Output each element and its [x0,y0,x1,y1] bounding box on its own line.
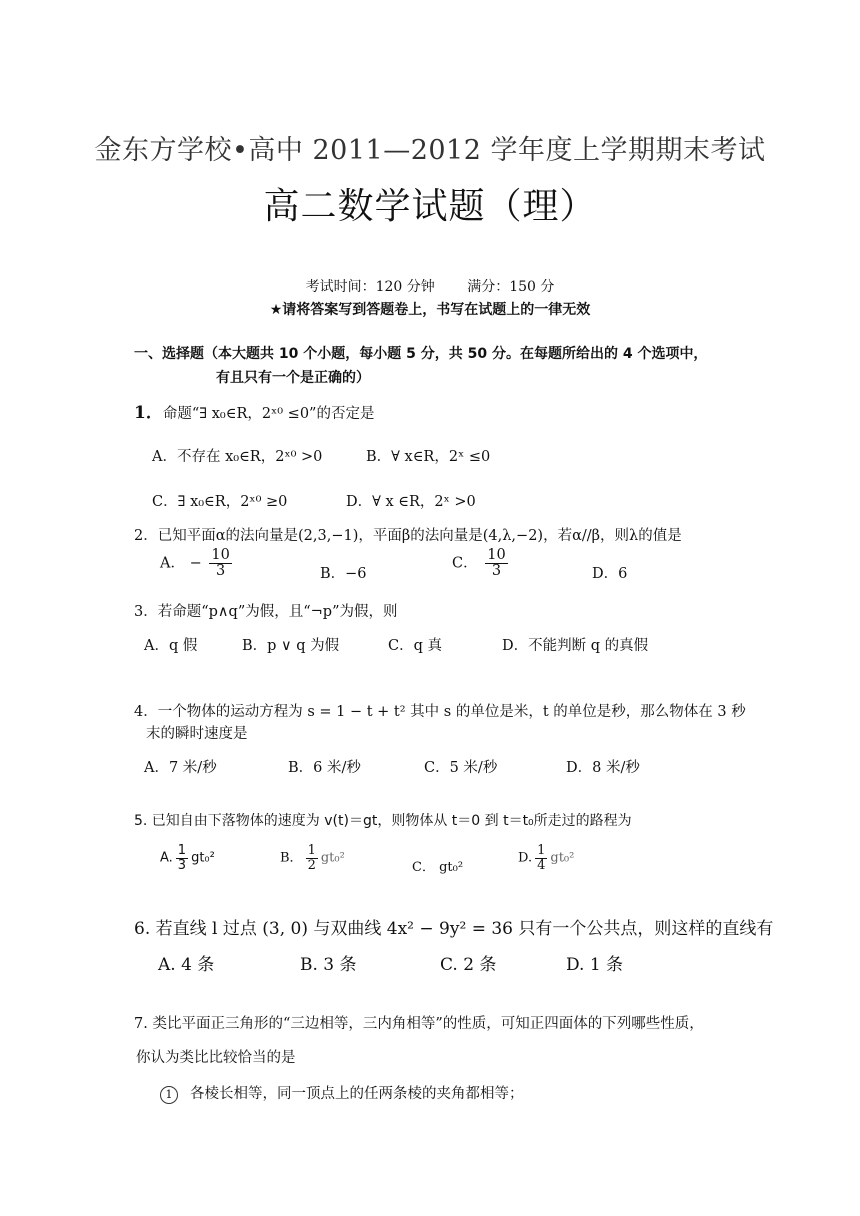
q2-option-a-fraction [209,548,231,579]
paper-subject-title: 高二数学试题（理） [263,186,597,227]
q7-item-1 [160,1082,524,1104]
q2-option-c-numerator: 10 [487,547,506,563]
q3-option-b: B．p ∨ q 为假 [242,638,340,654]
q5-option-b-tail: gt₀² [320,850,345,866]
q5-option-b-denominator: 2 [307,857,316,873]
q2-option-a-numerator: 10 [211,547,230,563]
exam-time: 考试时间：120 分钟 [305,279,435,295]
question-1-text: 命题“∃ x₀∈R，2ˣ⁰ ≤0”的否定是 [162,406,375,422]
q5-option-c: C． gt₀² [412,860,464,875]
q6-option-d: D. 1 条 [566,955,624,975]
question-7-line2: 你认为类比比较恰当的是 [136,1050,296,1066]
q2-option-b: B．−6 [320,566,367,582]
q2-option-c [452,548,511,579]
q5-option-d-label: D. [518,850,533,866]
q2-option-a-denominator: 3 [215,563,226,580]
q2-option-a-sign: − [189,555,202,572]
q5-option-d [518,844,574,872]
q5-option-d-fraction [535,844,547,872]
q6-option-a: A. 4 条 [158,955,215,975]
q3-option-c: C．q 真 [388,638,442,654]
q5-option-a-label: A. [160,850,173,866]
q3-option-a: A．q 假 [144,638,198,654]
q5-option-b-label: B． [280,850,303,866]
question-5-stem: 5. 已知自由下落物体的速度为 v(t)＝gt，则物体从 t＝0 到 t＝t₀所走过的路程为 [134,813,632,829]
q2-option-a [160,548,235,579]
exam-info [0,276,860,296]
q1-option-c: C．∃ x₀∈R，2ˣ⁰ ≥0 [152,494,288,510]
q5-option-a-numerator: 1 [177,843,187,858]
section-heading [134,342,707,390]
question-4-line1: 4．一个物体的运动方程为 s = 1 − t + t² 其中 s 的单位是米，t 的单位是秒，那么物体在 3 秒 [134,704,746,720]
q5-option-a-tail: gt₀² [191,850,215,866]
q7-item-1-marker: 1 [160,1086,178,1104]
q1-option-b: B．∀ x∈R，2ˣ ≤0 [366,449,491,465]
q5-option-a-fraction [176,844,188,872]
question-6-stem: 6. 若直线 l 过点 (3, 0) 与双曲线 4x² − 9y² = 36 只有一个公共点，则这样的直线有 [134,919,774,939]
q5-option-b-numerator: 1 [307,843,316,858]
q2-option-a-label: A． [160,555,185,572]
q3-option-d: D．不能判断 q 的真假 [502,638,649,654]
q5-option-d-tail: gt₀² [550,850,575,866]
q4-option-d: D．8 米/秒 [566,760,640,776]
q5-option-d-denominator: 4 [537,857,546,873]
q7-item-1-text: 各棱长相等，同一顶点上的任两条棱的夹角都相等； [190,1086,524,1102]
q2-option-c-denominator: 3 [491,563,502,580]
q2-option-c-fraction [485,548,507,579]
exam-score: 满分：150 分 [467,279,555,295]
q1-option-d: D．∀ x ∈R，2ˣ >0 [346,494,476,510]
question-7-line1: 7. 类比平面正三角形的“三边相等，三内角相等”的性质，可知正四面体的下列哪些性质， [134,1016,704,1032]
q6-option-c: C. 2 条 [440,955,497,975]
question-1-number: 1． [134,403,163,423]
question-2-stem: 2．已知平面α的法向量是(2,3,−1)，平面β的法向量是(4,λ,−2)，若α//β，则λ的值是 [134,528,682,544]
question-3-stem: 3．若命题“p∧q”为假，且“¬p”为假，则 [134,604,398,620]
question-4-line2: 末的瞬时速度是 [146,726,248,742]
q2-option-c-label: C． [452,555,478,572]
q4-option-a: A．7 米/秒 [144,760,217,776]
q5-option-b [280,844,345,872]
answer-notice: ★请将答案写到答题卷上，书写在试题上的一律无效 [269,302,591,318]
q5-option-a [160,844,215,872]
q5-option-b-fraction [306,844,318,872]
q4-option-b: B．6 米/秒 [288,760,361,776]
q1-option-a: A．不存在 x₀∈R，2ˣ⁰ >0 [152,449,323,465]
q5-option-a-denominator: 3 [177,857,187,873]
question-1-stem [134,398,374,423]
section-heading-line2: 有且只有一个是正确的） [216,370,370,386]
q5-option-d-numerator: 1 [537,843,546,858]
section-heading-line1: 一、选择题（本大题共 10 个小题，每小题 5 分，共 50 分。在每题所给出的 4 个选项中， [134,346,708,362]
q2-option-d: D．6 [592,566,628,582]
q6-option-b: B. 3 条 [300,955,357,975]
school-exam-title: 金东方学校•高中 2011—2012 学年度上学期期末考试 [94,135,766,166]
q4-option-c: C．5 米/秒 [424,760,498,776]
